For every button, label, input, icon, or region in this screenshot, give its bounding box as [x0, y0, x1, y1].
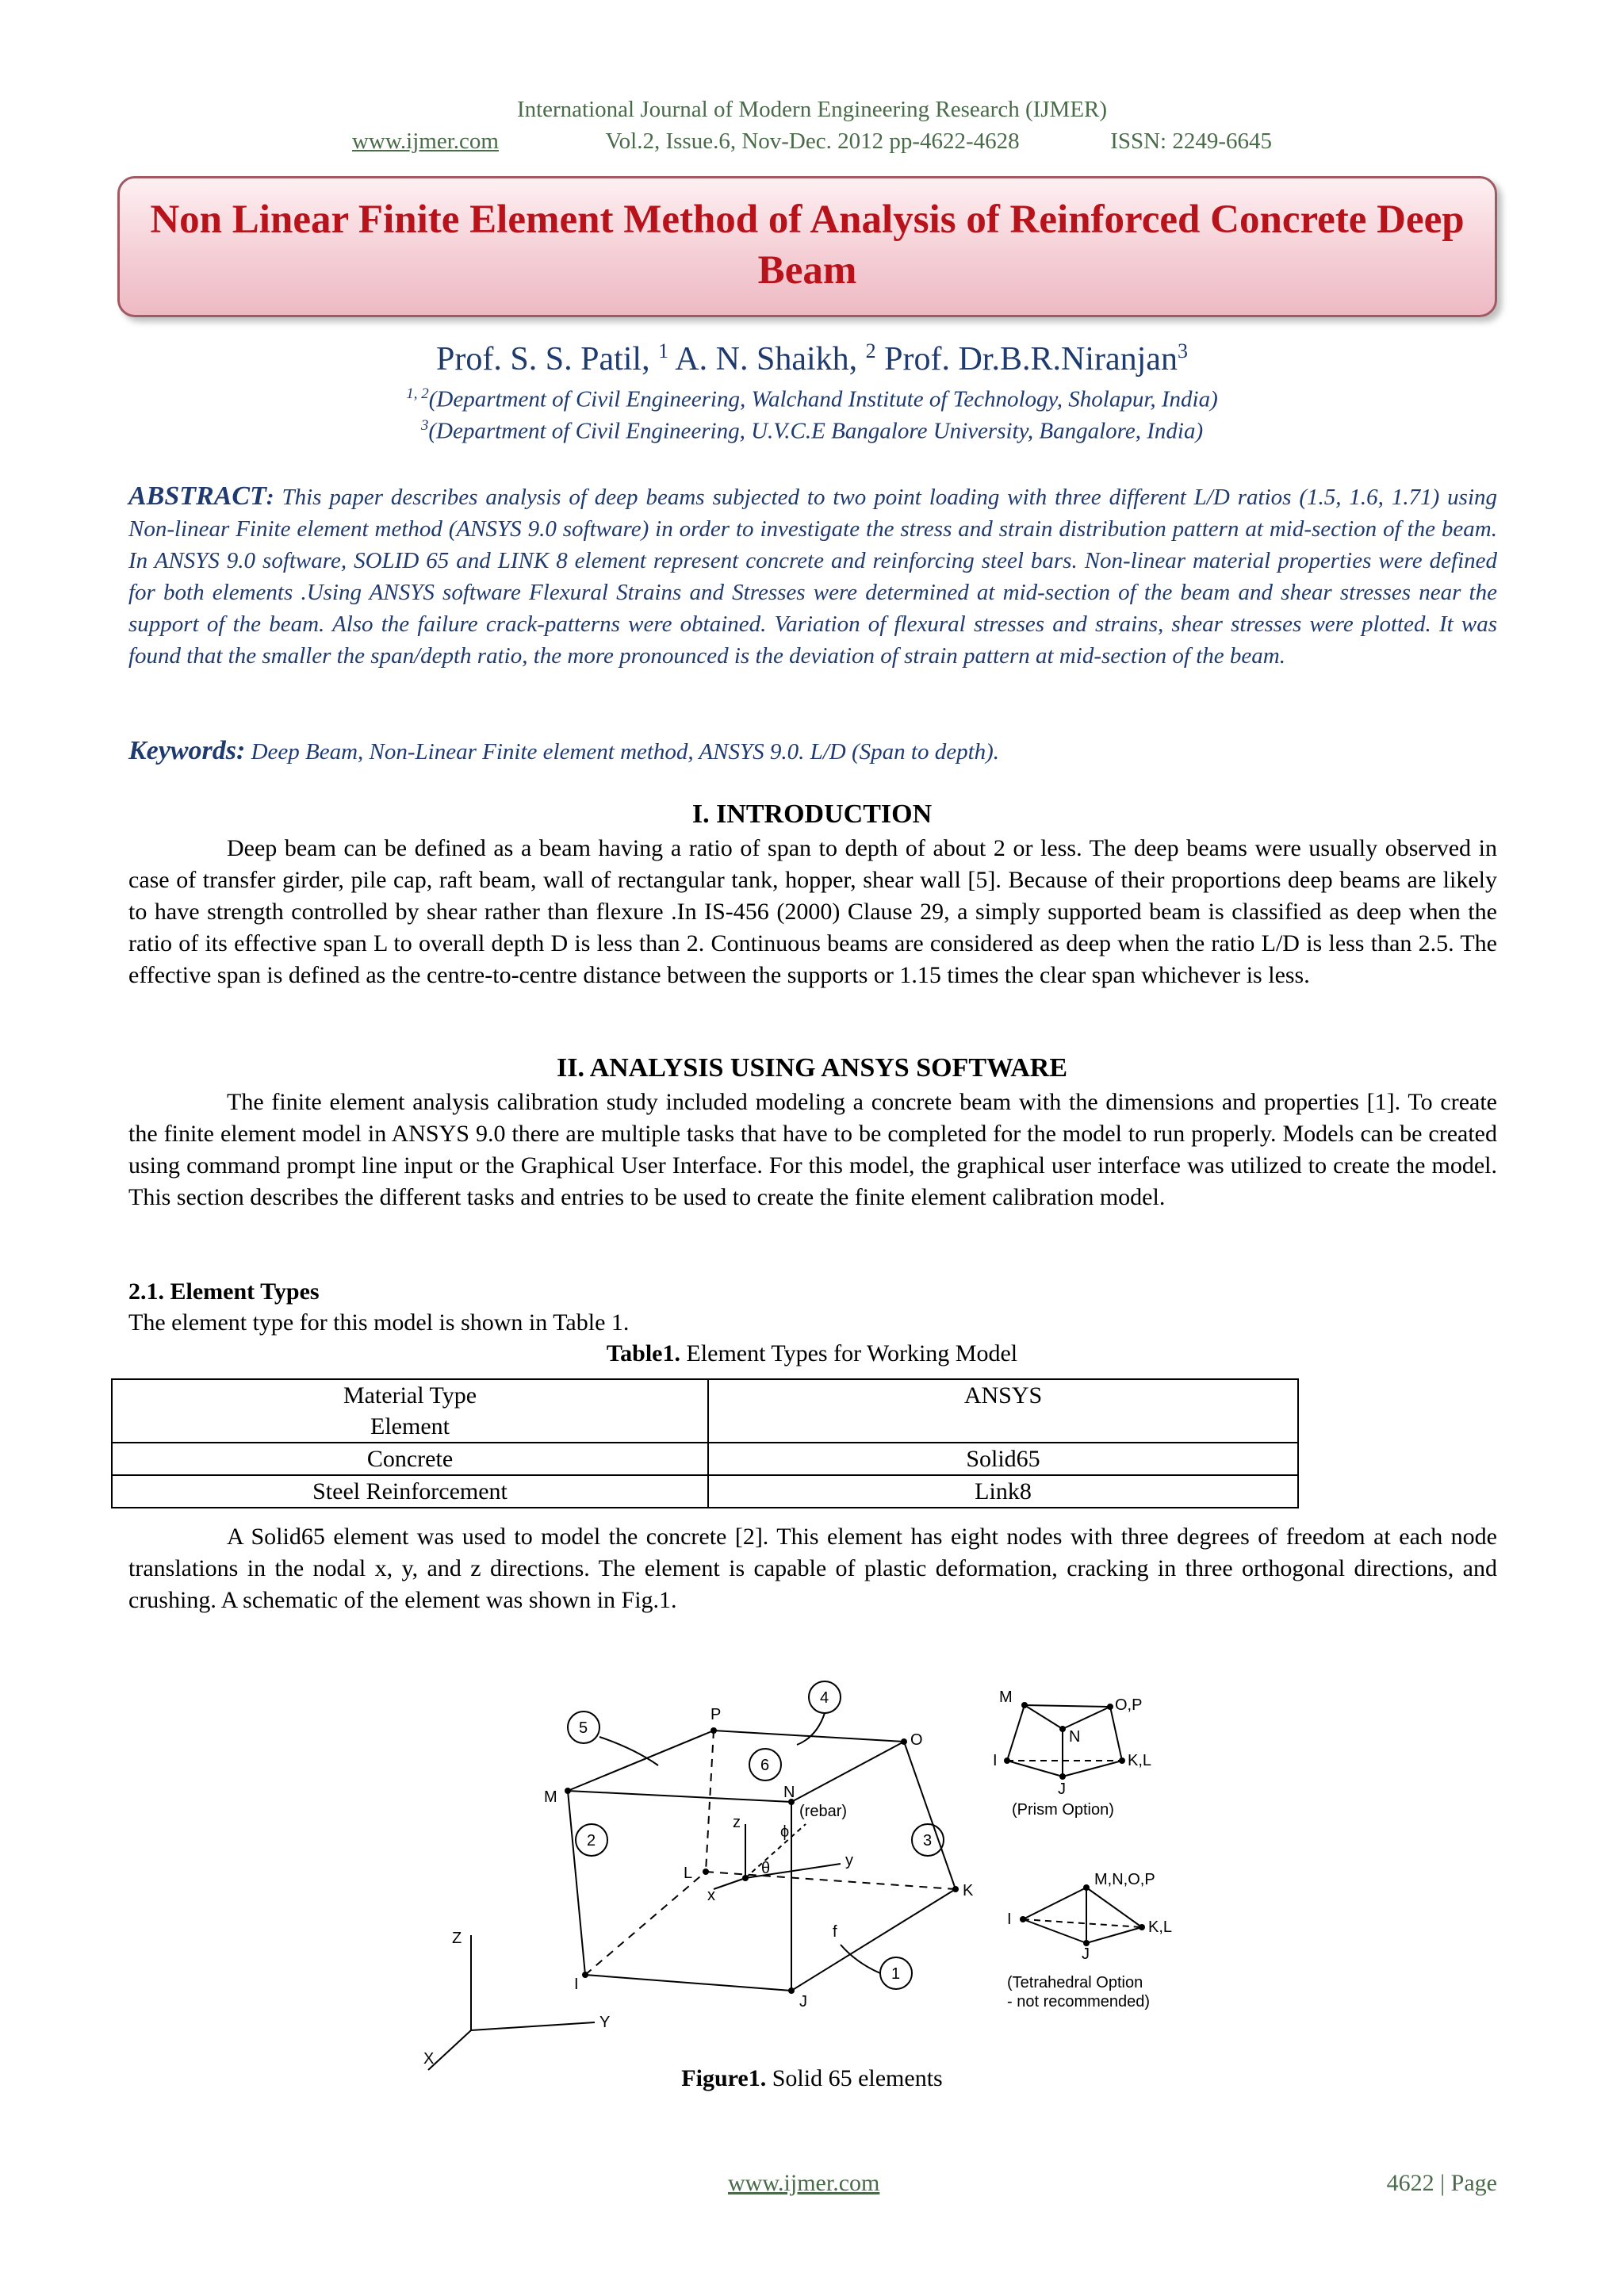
footer-url-link[interactable]: www.ijmer.com: [728, 2170, 880, 2196]
author-1-sup: 1: [658, 339, 669, 362]
authors-line: [0, 339, 1624, 378]
table-caption: [0, 1340, 1624, 1367]
affiliation-2: [0, 417, 1624, 445]
affiliation-2-text: (Department of Civil Engineering, U.V.C.E Bangalore University, Bangalore, India): [428, 418, 1204, 444]
section-1-text: Deep beam can be defined as a beam having a ratio of span to depth of about 2 or less. The deep beams were usually observed in case of transfer girder, pile cap, raft beam, wall of rectangular tank, hopper, shear wall [5]. Because of their proportions deep beams are likely to have strength controlled by shear rather than flexure .In IS-456 (2000) Clause 29, a simply supported beam is classified as deep when the ratio of its effective span L to overall depth D is less than 2. Continuous beams are considered as deep when the ratio L/D is less than 2.5. The effective span is defined as the centre-to-centre distance between the supports or 1.15 times the clear span whichever is less.: [128, 835, 1497, 988]
table-header-material: [112, 1379, 708, 1443]
tet-edge: [1023, 1919, 1086, 1943]
table-cell-material: Concrete: [112, 1443, 708, 1475]
title-box: [117, 176, 1497, 317]
figure-caption-label: Figure1.: [681, 2065, 767, 2091]
global-y-axis: [471, 2022, 595, 2030]
author-3: Prof. Dr.B.R.Niranjan: [884, 341, 1178, 378]
edge-OK: [904, 1742, 956, 1889]
f-label: f: [833, 1923, 837, 1941]
tet-label-I: I: [1007, 1911, 1012, 1928]
edge-LK: [706, 1872, 956, 1889]
prism-edge: [1007, 1705, 1025, 1761]
table-cell-element: Solid65: [708, 1443, 1298, 1475]
node-label-J: J: [799, 1993, 807, 2010]
keywords-label: Keywords:: [128, 736, 246, 765]
theta-label: θ: [761, 1860, 771, 1877]
prism-edge: [1025, 1705, 1110, 1707]
local-x-label: x: [707, 1887, 715, 1904]
section-1-heading: I. INTRODUCTION: [691, 799, 933, 829]
leader-1: [841, 1945, 880, 1973]
abstract: ABSTRACT: This paper describes analysis of deep beams subjected to two point loading with three different L/D ratios (1.5, 1.6, 1.71) using Non-linear Finite element method (ANSYS 9.0 software) in order to investigate the stress and strain distribution pattern at mid-section of the beam. In ANSYS 9.0 software, SOLID 65 and LINK 8 element represent concrete and reinforcing steel bars. Non-linear material properties were defined for both elements .Using ANSYS software Flexural Strains and Stresses were determined at mid-section of the beam and shear stresses near the support of the beam. Also the failure crack-patterns were obtained. Variation of flexural stresses and strains, shear stresses were plotted. It was found that the smaller the span/depth ratio, the more pronounced is the deviation of strain pattern at mid-section of the beam.: [128, 481, 1497, 669]
figure-caption: [0, 2065, 1624, 2092]
leader-5: [599, 1737, 658, 1765]
prism-edge: [1063, 1761, 1122, 1777]
keywords: [128, 736, 1497, 766]
prism-label-I: I: [993, 1752, 998, 1769]
table-caption-label: Table1.: [606, 1340, 680, 1366]
edge-PO: [714, 1731, 904, 1742]
local-z-label: z: [733, 1814, 741, 1831]
global-z-label: Z: [452, 1930, 462, 1947]
abstract-text: This paper describes analysis of deep beams subjected to two point loading with three different L/D ratios (1.5, 1.6, 1.71) using Non-linear Finite element method (ANSYS 9.0 software) in order to investigate the stress and strain distribution pattern at mid-section of the beam. In ANSYS 9.0 software, SOLID 65 and LINK 8 element represent concrete and reinforcing steel bars. Non-linear material properties were defined for both elements .Using ANSYS software Flexural Strains and Stresses were determined at mid-section of the beam and shear stresses near the support of the beam. Also the failure crack-patterns were obtained. Variation of flexural stresses and strains, shear stresses were plotted. It was found that the smaller the span/depth ratio, the more pronounced is the deviation of strain pattern at mid-section of the beam.: [128, 485, 1497, 669]
prism-edge: [1110, 1707, 1122, 1761]
solid65-figure: [396, 1658, 1253, 2068]
affiliation-1-sup: 1, 2: [406, 385, 429, 402]
leader-4: [797, 1713, 825, 1745]
table-row: [112, 1443, 1298, 1475]
node-label-N: N: [783, 1784, 795, 1801]
subsection-2-1-intro: The element type for this model is shown in Table 1.: [128, 1309, 630, 1336]
node-label-L: L: [684, 1865, 693, 1882]
tet-caption-line2: - not recommended): [1007, 1993, 1151, 2010]
face-label-5: 5: [579, 1719, 588, 1737]
subsection-2-1-heading: 2.1. Element Types: [128, 1278, 320, 1305]
prism-label-OP: O,P: [1115, 1696, 1143, 1714]
prism-caption: (Prism Option): [1012, 1801, 1114, 1819]
edge-MI: [568, 1791, 585, 1975]
author-1: Prof. S. S. Patil,: [436, 341, 650, 378]
tet-label-KL: K,L: [1148, 1918, 1173, 1936]
journal-volume: Vol.2, Issue.6, Nov-Dec. 2012 pp-4622-4628: [605, 128, 1020, 154]
table-row: [112, 1475, 1298, 1508]
table-header-material-line1: Material Type: [343, 1382, 477, 1409]
face-label-6: 6: [760, 1757, 770, 1774]
local-x-axis: [714, 1878, 745, 1889]
table-cell-element: Link8: [708, 1475, 1298, 1508]
edge-JK: [791, 1889, 956, 1991]
affiliation-2-sup: 3: [420, 417, 429, 434]
section-2-paragraph: [128, 1087, 1497, 1213]
prism-edge: [1025, 1705, 1063, 1729]
tet-label-MNOP: M,N,O,P: [1094, 1871, 1155, 1888]
global-y-label: Y: [599, 2014, 611, 2031]
journal-issn: ISSN: 2249-6645: [1110, 128, 1273, 154]
table-header-material-line2: Element: [370, 1413, 450, 1439]
solid65-paragraph: [128, 1521, 1497, 1616]
tet-edge: [1023, 1888, 1086, 1919]
phi-label: ϕ: [780, 1823, 790, 1841]
table-caption-text: Element Types for Working Model: [680, 1340, 1018, 1366]
edge-IL: [585, 1872, 706, 1975]
tet-edge: [1086, 1888, 1142, 1927]
abstract-label: ABSTRACT: [128, 481, 266, 511]
element-types-table: [111, 1378, 1299, 1508]
edge-NO: [791, 1742, 904, 1802]
node-label-P: P: [710, 1706, 722, 1723]
face-label-2: 2: [587, 1832, 596, 1849]
prism-label-M: M: [999, 1688, 1013, 1706]
node-label-I: I: [574, 1976, 579, 1993]
edge-IJ: [585, 1975, 791, 1991]
prism-edge: [1007, 1761, 1063, 1777]
author-3-sup: 3: [1177, 339, 1188, 362]
prism-label-N: N: [1069, 1728, 1081, 1746]
local-y-label: y: [845, 1852, 853, 1869]
face-label-3: 3: [923, 1832, 933, 1849]
prism-label-J: J: [1058, 1780, 1066, 1798]
edge-MP: [568, 1731, 714, 1791]
node-label-M: M: [544, 1788, 557, 1806]
tet-edge: [1086, 1927, 1142, 1943]
paper-title: Non Linear Finite Element Method of Analysis of Reinforced Concrete Deep Beam: [150, 197, 1465, 293]
table-header-ansys: ANSYS: [708, 1379, 1298, 1443]
prism-edge: [1063, 1707, 1110, 1729]
rebar-label: (rebar): [799, 1803, 848, 1820]
tet-caption-line1: (Tetrahedral Option: [1007, 1974, 1143, 1991]
author-2: A. N. Shaikh,: [675, 341, 858, 378]
journal-info-line: [0, 128, 1624, 155]
table-cell-material: Steel Reinforcement: [112, 1475, 708, 1508]
face-label-1: 1: [891, 1965, 901, 1983]
figure-caption-text: Solid 65 elements: [766, 2065, 943, 2091]
solid65-text: A Solid65 element was used to model the concrete [2]. This element has eight nodes with three degrees of freedom at each node translations in the nodal x, y, and z directions. The element is capable of plastic deformation, cracking in three orthogonal directions, and crushing. A schematic of the element was shown in Fig.1.: [128, 1524, 1497, 1613]
edge-PL: [706, 1731, 714, 1872]
global-x-axis: [428, 2030, 471, 2070]
section-2-heading: II. ANALYSIS USING ANSYS SOFTWARE: [556, 1053, 1068, 1083]
global-x-label: X: [423, 2050, 435, 2068]
section-2-text: The finite element analysis calibration study included modeling a concrete beam with the dimensions and properties [1]. To create the finite element model in ANSYS 9.0 there are multiple tasks that have to be completed for the model to run properly. Models can be created using command prompt line input or the Graphical User Interface. For this model, the graphical user interface was utilized to create the model. This section describes the different tasks and entries to be used to create the finite element calibration model.: [128, 1089, 1497, 1210]
journal-url-link[interactable]: www.ijmer.com: [351, 128, 499, 154]
tet-label-J: J: [1082, 1945, 1090, 1963]
edge-MN: [568, 1791, 791, 1802]
table-header-row: [112, 1379, 1298, 1443]
author-2-sup: 2: [865, 339, 876, 362]
prism-label-KL: K,L: [1128, 1752, 1152, 1769]
footer-page-number: 4622 | Page: [1386, 2170, 1497, 2196]
section-1-paragraph: [128, 833, 1497, 991]
face-label-4: 4: [820, 1689, 829, 1707]
affiliation-1: [0, 385, 1624, 413]
node-label-K: K: [963, 1882, 974, 1899]
journal-name: International Journal of Modern Engineering Research (IJMER): [516, 97, 1108, 122]
keywords-text: Deep Beam, Non-Linear Finite element method, ANSYS 9.0. L/D (Span to depth).: [251, 739, 1000, 765]
node-label-O: O: [910, 1731, 923, 1749]
affiliation-1-text: (Department of Civil Engineering, Walchand Institute of Technology, Sholapur, India): [428, 386, 1218, 412]
